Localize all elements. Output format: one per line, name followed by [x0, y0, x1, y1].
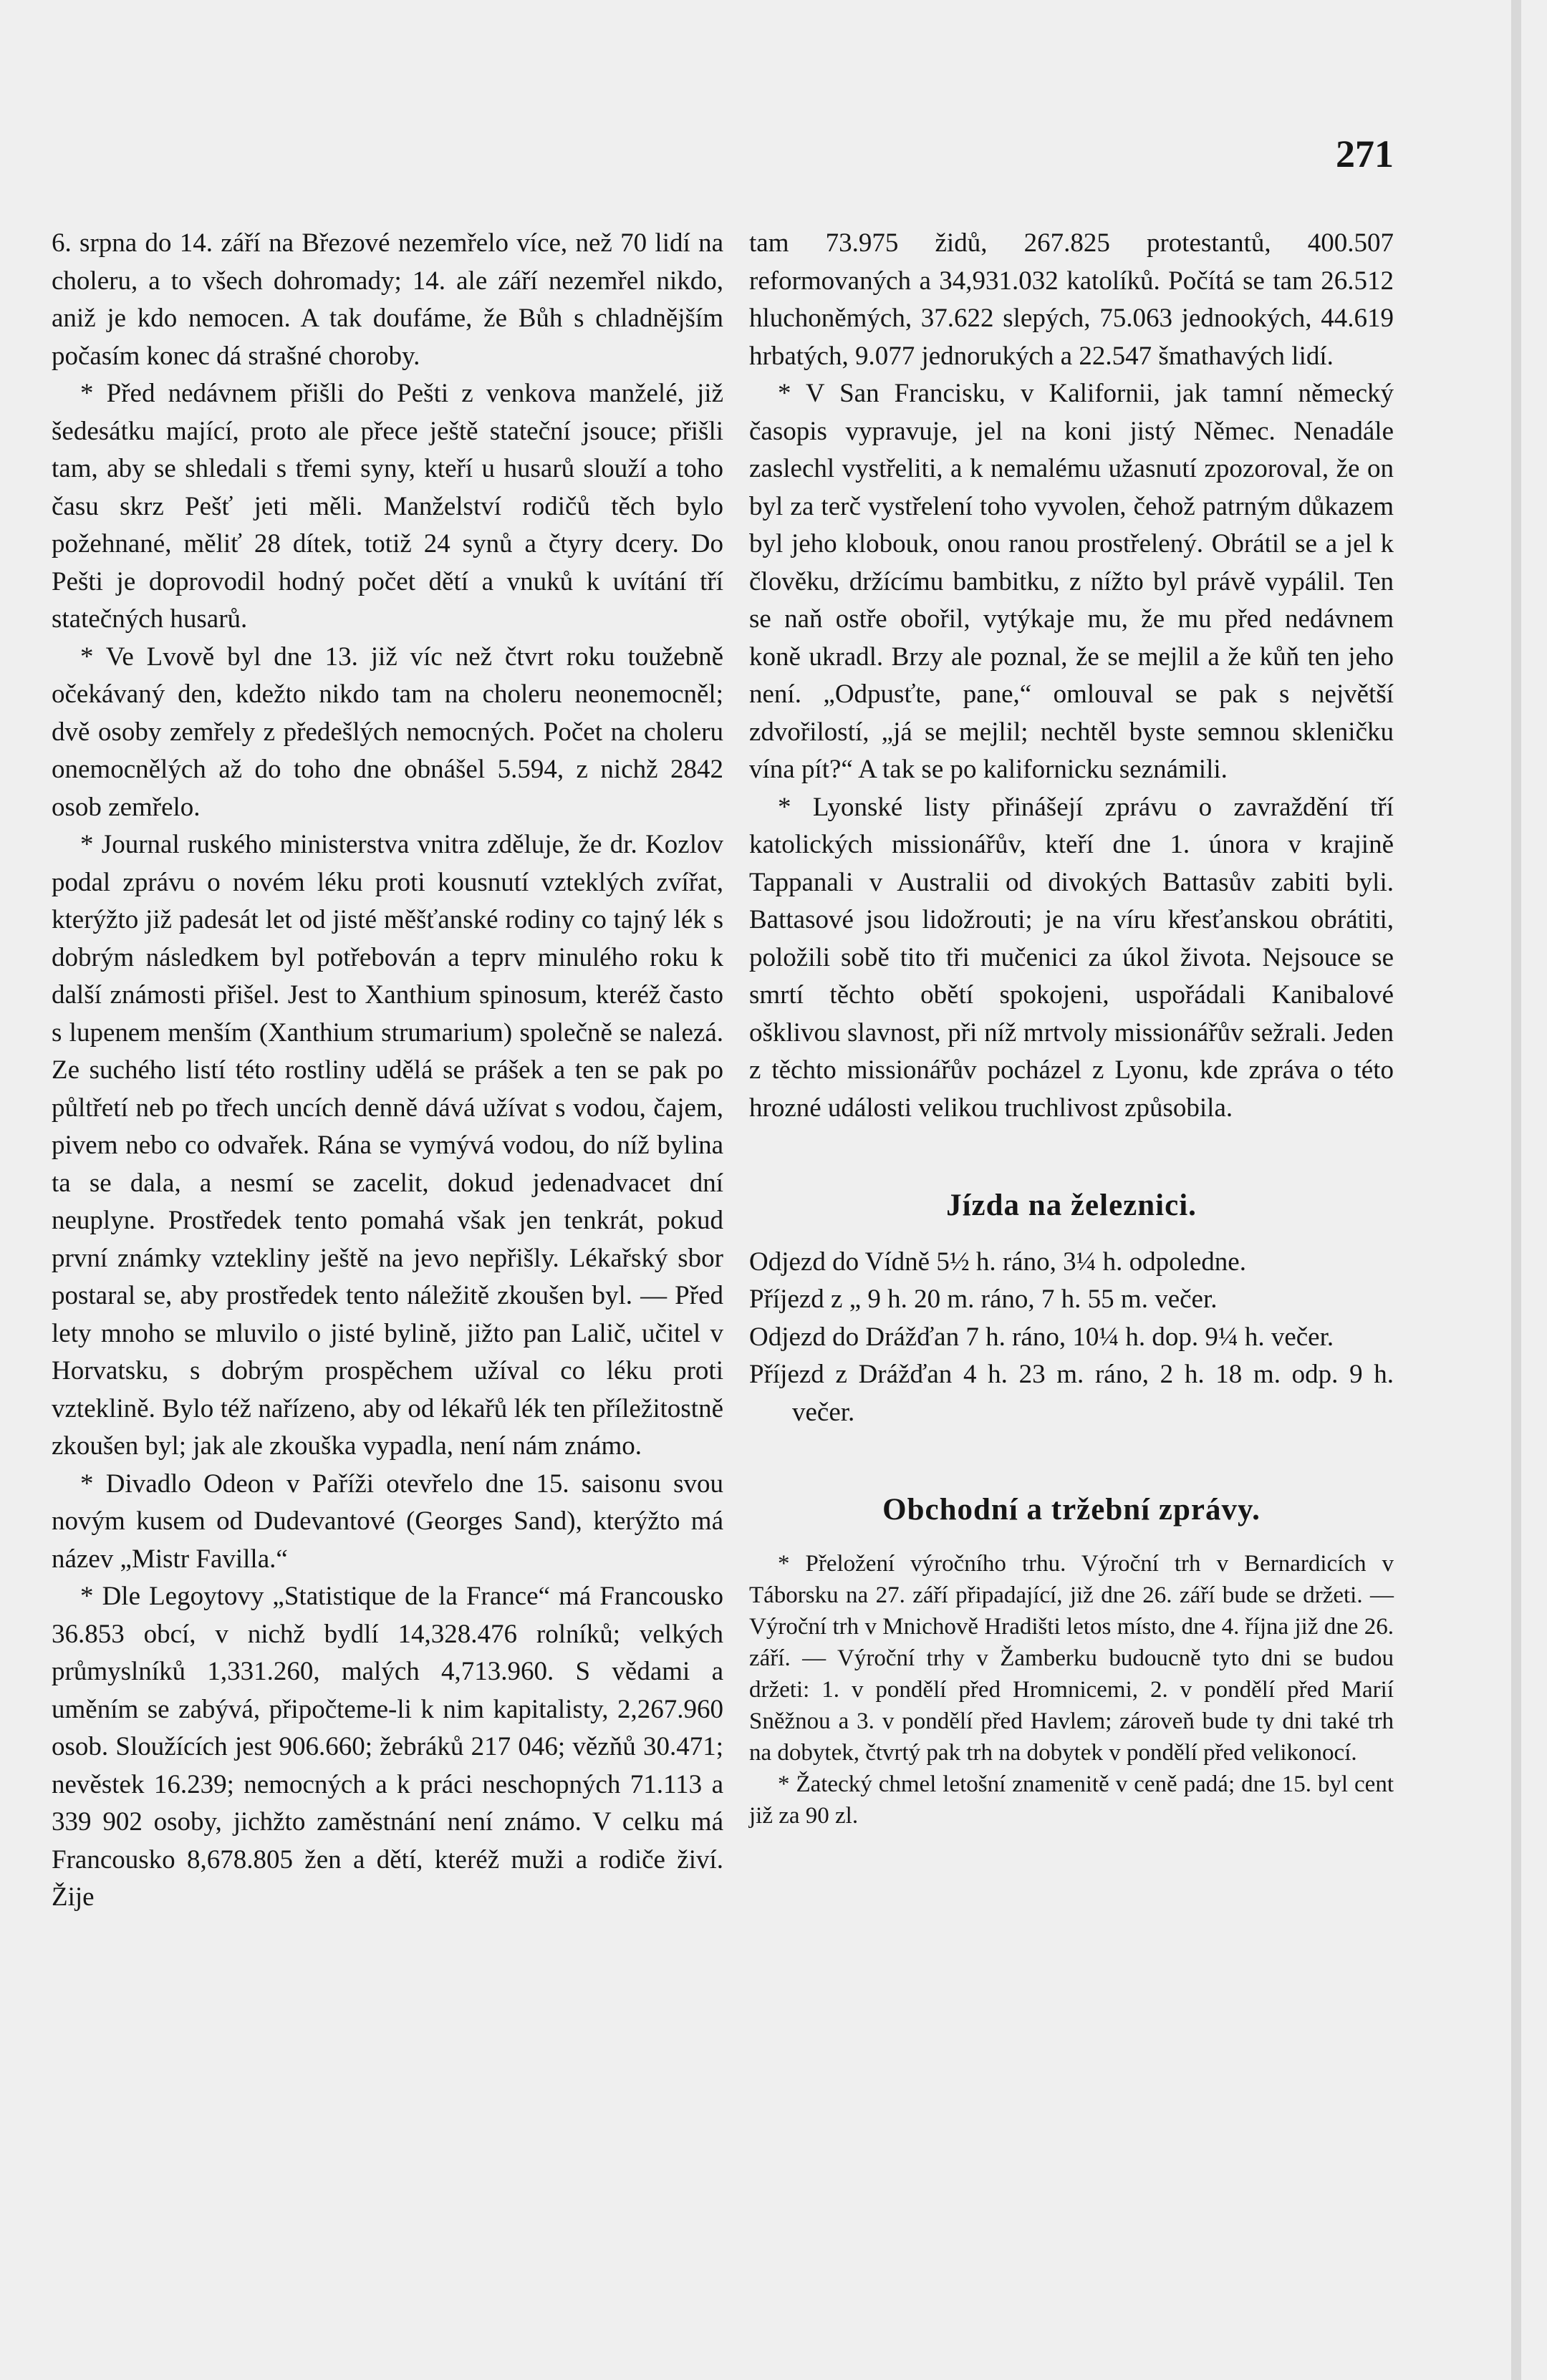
right-column: [749, 225, 1394, 1832]
page-edge-shadow: [1511, 0, 1521, 2380]
article-paragraph: * Ve Lvově byl dne 13. již víc než čtvrt roku toužebně očekávaný den, kdežto nikdo tam na choleru neonemocněl; dvě osoby zemřely z předešlých nemocných. Počet na choleru onemocnělých až do toho dne obnášel 5.594, z nichž 2842 osob zemřelo.: [52, 642, 723, 822]
trade-paragraph: * Přeložení výročního trhu. Výroční trh v Bernardicích v Táborsku na 27. září připadající, již dne 26. září bude se držeti. — Výroční trh v Mnichově Hradišti letos místo, dne 4. října již dne 26. září. — Výroční trhy v Žamberku budoucně tyto dni se budou držeti: 1. v pondělí před Hromnicemi, 2. v pondělí před Marií Sněžnou a 3. v pondělí před Havlem; zároveň bude ty dni také trh na dobytek, čtvrtý pak trh na dobytek v pondělí před velikonocí.: [749, 1550, 1394, 1766]
article-paragraph: * Lyonské listy přinášejí zprávu o zavraždění tří katolických missionářův, kteří dne 1. února v krajině Tappanali v Australii od divokých Battasův zabiti byli. Battasové jsou lidožrouti; je na víru křesťanskou obrátiti, položili sobě tito tři mučenici za úkol života. Nejsouce se smrtí těchto obětí spokojeni, uspořádali Kanibalové ošklivou slavnost, při níž mrtvoly missionářův sežrali. Jeden z těchto missionářův pocházel z Lyonu, kde zpráva o této hrozné události velikou truchlivost způsobila.: [749, 792, 1394, 1123]
trade-paragraph: * Žatecký chmel letošní znamenitě v ceně padá; dne 15. byl cent již za 90 zl.: [749, 1771, 1394, 1829]
trade-section-title: Obchodní a tržební zprávy.: [882, 1493, 1261, 1527]
article-paragraph: * Divadlo Odeon v Paříži otevřelo dne 15. saisonu svou novým kusem od Dudevantové (Georges Sand), kterýžto má název „Mistr Favilla.“: [52, 1469, 723, 1574]
article-paragraph: 6. srpna do 14. září na Březové nezemřelo více, než 70 lidí na choleru, a to všech dohromady; 14. ale září nezemřel nikdo, aniž je kdo nemocen. A tak doufáme, že Bůh s chladnějším počasím konec dá strašné choroby.: [52, 228, 723, 371]
timetable-line: Odjezd do Vídně 5½ h. ráno, 3¼ h. odpoledne.: [749, 1247, 1246, 1277]
timetable-line: Příjezd z „ 9 h. 20 m. ráno, 7 h. 55 m. večer.: [749, 1285, 1218, 1314]
railway-section-title: Jízda na železnici.: [946, 1189, 1197, 1222]
page-number: 271: [1336, 132, 1394, 175]
article-paragraph: * V San Francisku, v Kalifornii, jak tamní německý časopis vypravuje, jel na koni jistý Němec. Nenadále zaslechl vystřeliti, a k nemalému užasnutí zpozoroval, že on byl za terč vystřelení toho vyvolen, čehož patrným důkazem byl jeho klobouk, onou ranou prostřelený. Obrátil se a jel k člověku, držícímu bambitku, z nížto byl právě vypálil. Ten se naň ostře obořil, vytýkaje mu, že mu před nedávnem koně ukradl. Brzy ale poznal, že se mejlil a že kůň ten jeho není. „Odpusťte, pane,“ omlouval se pak s největší zdvořilostí, „já se mejlil; nechtěl byste semnou skleničku vína pít?“ A tak se po kalifornicku seznámili.: [749, 379, 1394, 784]
timetable-line: Odjezd do Drážďan 7 h. ráno, 10¼ h. dop. 9¼ h. večer.: [749, 1322, 1334, 1352]
article-paragraph: * Před nedávnem přišli do Pešti z venkova manželé, již šedesátku mající, proto ale přece ještě stateční jsouce; přišli tam, aby se shledali s třemi syny, kteří u husarů slouží a toho času skrz Pešť jeti měli. Manželství rodičů těch bylo požehnané, měliť 28 dítek, totiž 24 synů a čtyry dcery. Do Pešti je doprovodil hodný počet dětí a vnuků k uvítání tří statečných husarů.: [52, 379, 723, 634]
timetable-line: Příjezd z Drážďan 4 h. 23 m. ráno, 2 h. 18 m. odp. 9 h. večer.: [749, 1360, 1394, 1427]
article-paragraph: * Journal ruského ministerstva vnitra zděluje, že dr. Kozlov podal zprávu o novém léku proti kousnutí vzteklých zvířat, kterýžto již padesát let od jisté měšťanské rodiny co tajný lék s dobrým následkem byl potřebován a teprv minulého roku k další známosti přišel. Jest to Xanthium spinosum, kteréž často s lupenem menším (Xanthium strumarium) společně se nalezá. Ze suchého listí této rostliny udělá se prášek a ten se pak po půltřetí neb po třech uncích denně dává užívat s vodou, čajem, pivem nebo co odvařek. Rána se vymývá vodou, do níž bylina ta se dala, a nesmí se zacelit, dokud jedenadvacet dní neuplyne. Prostředek tento pomahá však jen tenkrát, pokud první známky vztekliny ještě na jevo nepřišly. Lékařský sbor postaral se, aby prostředek tento náležitě zkoušen byl. — Před lety mnoho se mluvilo o jisté bylině, jižto pan Lalič, učitel v Horvatsku, s dobrým prospěchem užíval co léku proti vzteklině. Bylo též nařízeno, aby od lékařů lék ten příležitostně zkoušen byl; jak ale zkouška vypadla, není nám známo.: [52, 830, 723, 1461]
left-column: [52, 225, 723, 1917]
article-paragraph: * Dle Legoytovy „Statistique de la France“ má Francousko 36.853 obcí, v nichž bydlí 14,328.476 rolníků; velkých průmyslníků 1,331.260, malých 4,713.960. S vědami a uměním se zabývá, připočteme-li k nim kapitalisty, 2,267.960 osob. Sloužících jest 906.660; žebráků 217 046; vězňů 30.471; nevěstek 16.239; nemocných a k práci neschopných 71.113 a 339 902 osoby, jichžto zaměstnání není známo. V celku má Francousko 8,678.805 žen a dětí, kteréž muži a rodiče živí. Žije: [52, 1582, 723, 1912]
article-paragraph: tam 73.975 židů, 267.825 protestantů, 400.507 reformovaných a 34,931.032 katolíků. Počítá se tam 26.512 hluchoněmých, 37.622 slepých, 75.063 jednookých, 44.619 hrbatých, 9.077 jednorukých a 22.547 šmathavých lidí.: [749, 228, 1394, 371]
